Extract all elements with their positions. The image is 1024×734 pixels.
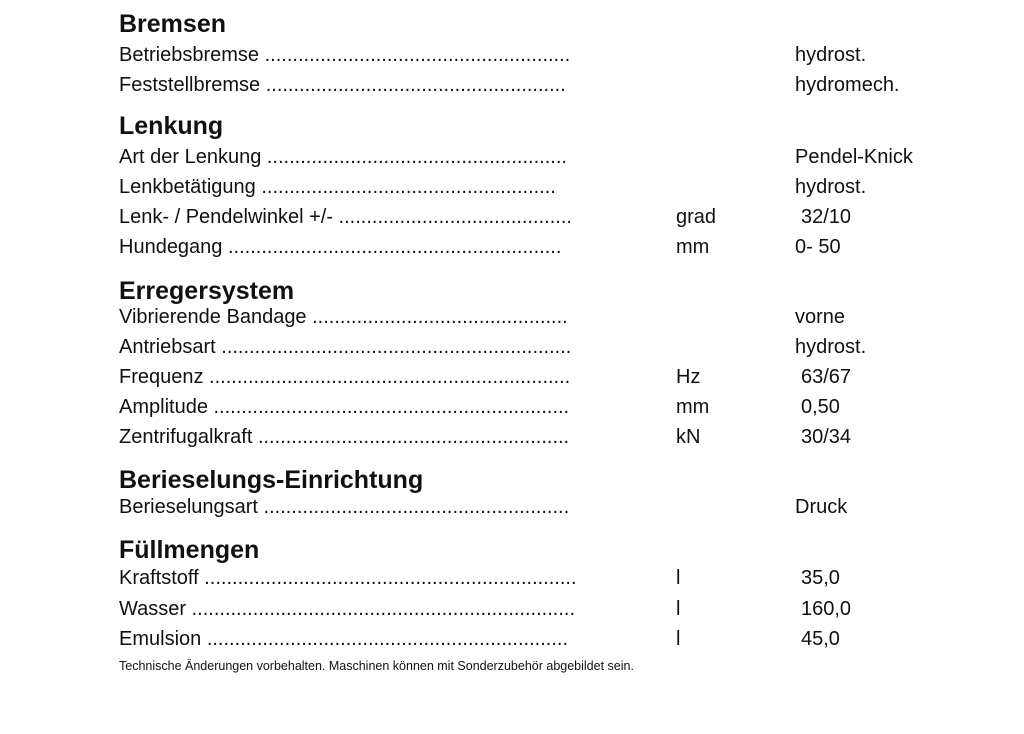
spec-value: 35,0 [801,567,840,589]
section-title-erregersystem: Erregersystem [119,277,295,305]
spec-label: Berieselungsart ....................................................... [119,496,570,518]
spec-row-hundegang [119,232,979,262]
spec-unit: kN [676,426,701,448]
spec-label: Feststellbremse ...................................................... [119,74,566,96]
spec-row-berieselungsart [119,492,979,522]
spec-value: 160,0 [801,598,852,620]
spec-label: Lenkbetätigung ..................................................... [119,176,556,198]
spec-value: 0- 50 [795,236,841,258]
spec-label: Kraftstoff ................................................................... [119,567,577,589]
spec-label: Hundegang ............................................................ [119,236,562,258]
spec-row-lenkbetaetigung [119,172,979,202]
spec-value: Pendel-Knick [795,146,913,168]
spec-value: 0,50 [801,396,840,418]
spec-value: vorne [795,306,846,328]
spec-value: 45,0 [801,628,840,650]
spec-unit: l [676,628,681,650]
spec-label: Art der Lenkung ...................................................... [119,146,567,168]
section-title-berieselung: Berieselungs-Einrichtung [119,466,424,494]
spec-label: Frequenz ................................................................. [119,366,571,388]
spec-row-zentrifugalkraft [119,422,979,452]
spec-value: Druck [795,496,848,518]
spec-value: 32/10 [801,206,852,228]
spec-row-frequenz [119,362,979,392]
footnote: Technische Änderungen vorbehalten. Maschinen können mit Sonderzubehör abgebildet sein. [119,659,634,673]
spec-row-lenkwinkel [119,202,979,232]
spec-unit: Hz [676,366,701,388]
spec-unit: grad [676,206,717,228]
spec-label: Betriebsbremse ....................................................... [119,44,571,66]
spec-unit: mm [676,236,710,258]
spec-row-emulsion [119,624,979,654]
spec-label: Amplitude ................................................................ [119,396,570,418]
spec-row-amplitude [119,392,979,422]
spec-value: 63/67 [801,366,852,388]
spec-value: hydromech. [795,74,900,96]
spec-value: hydrost. [795,336,867,358]
spec-label: Emulsion ................................................................. [119,628,568,650]
spec-label: Antriebsart ............................................................... [119,336,572,358]
spec-value: hydrost. [795,176,867,198]
spec-value: hydrost. [795,44,867,66]
spec-value: 30/34 [801,426,852,448]
spec-row-kraftstoff [119,563,979,593]
spec-row-vibrierende-bandage [119,302,979,332]
spec-label: Lenk- / Pendelwinkel +/- .......................................... [119,206,572,228]
spec-row-feststellbremse [119,70,979,100]
spec-label: Wasser ..................................................................... [119,598,576,620]
spec-row-antriebsart [119,332,979,362]
spec-row-betriebsbremse [119,40,979,70]
spec-unit: l [676,598,681,620]
section-title-bremsen: Bremsen [119,10,226,38]
spec-row-wasser [119,594,979,624]
spec-unit: l [676,567,681,589]
spec-unit: mm [676,396,710,418]
spec-row-art-der-lenkung [119,142,979,172]
spec-label: Vibrierende Bandage .............................................. [119,306,568,328]
section-title-lenkung: Lenkung [119,112,224,140]
spec-label: Zentrifugalkraft ........................................................ [119,426,570,448]
section-title-fuellmengen: Füllmengen [119,536,260,564]
